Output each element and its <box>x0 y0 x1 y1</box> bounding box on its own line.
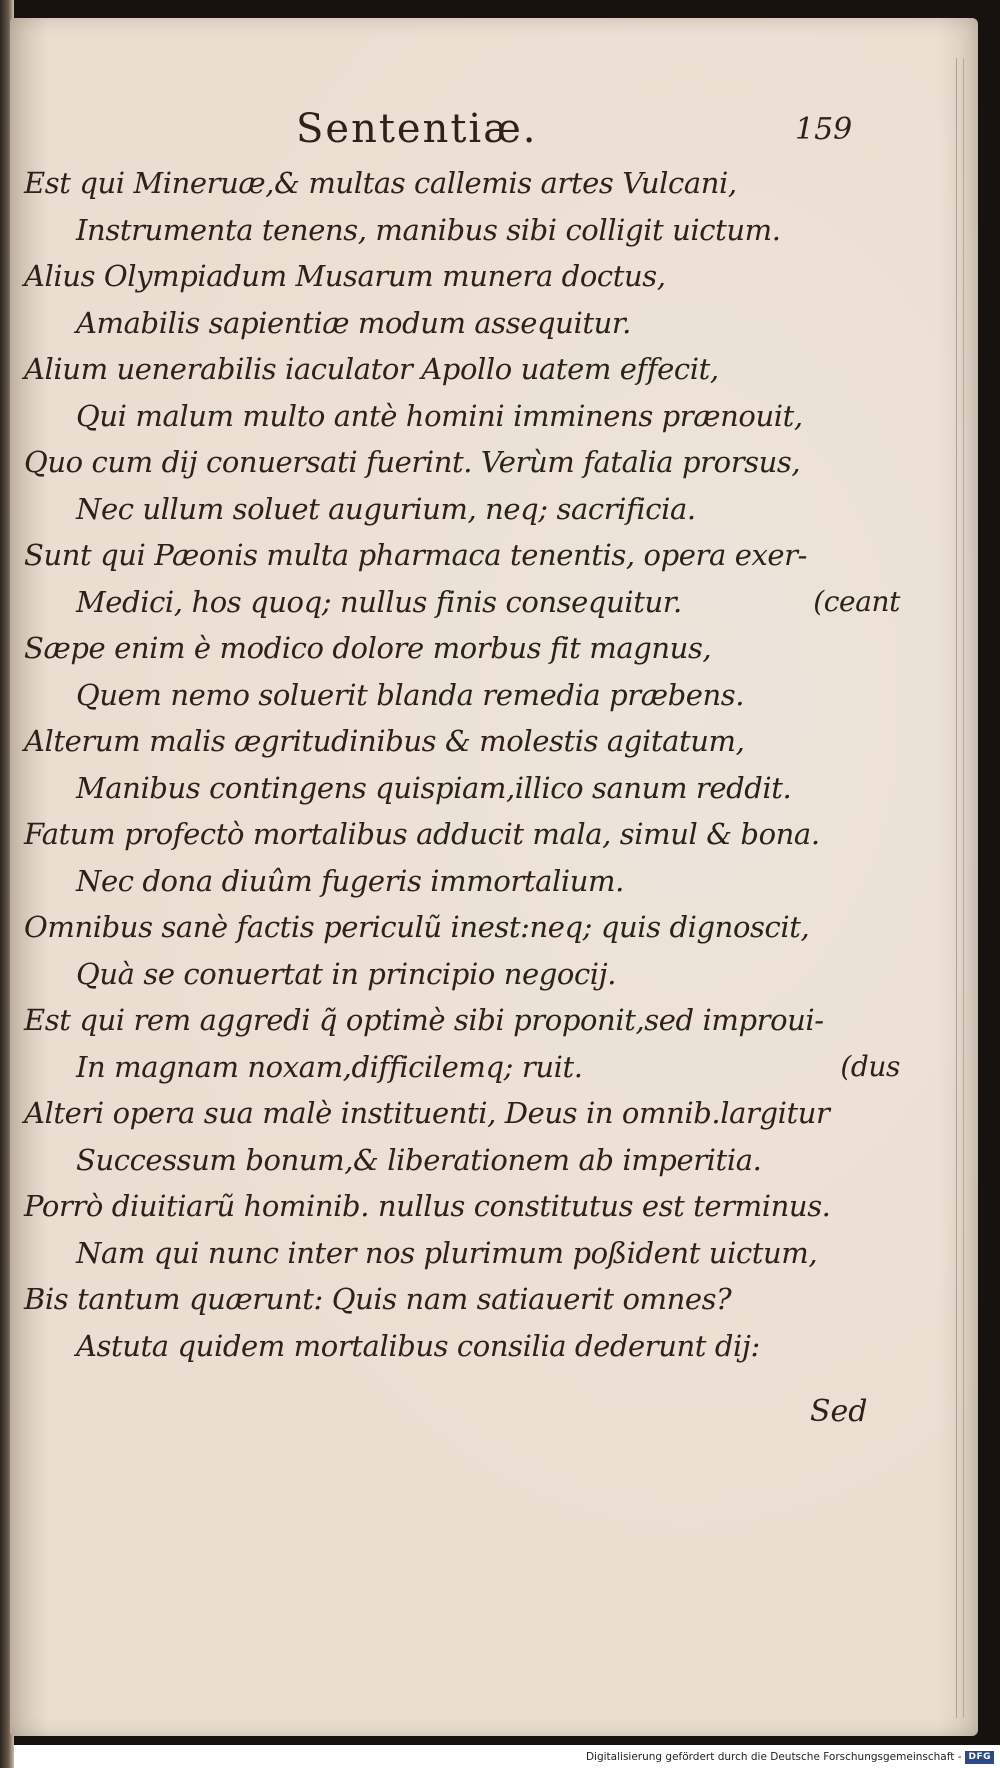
turnover-word: (dus <box>840 1049 900 1083</box>
turnover-word: (ceant <box>813 584 900 618</box>
book-page <box>10 18 978 1736</box>
page-number: 159 <box>795 112 853 147</box>
catchword: Sed <box>810 1394 868 1429</box>
page-title: Sententiæ. <box>296 106 538 152</box>
verse-line: Alterum malis ægritudinibus & molestis agitatum, <box>24 724 745 758</box>
page-edge <box>956 58 964 1718</box>
verse-line: Qui malum multo antè homini imminens prænouit, <box>76 398 803 433</box>
verse-line: Instrumenta tenens, manibus sibi colligit uictum. <box>76 212 781 247</box>
verse-line: Quem nemo soluerit blanda remedia præbens. <box>76 677 745 712</box>
dfg-logo: DFG <box>965 1751 994 1764</box>
verse-line: Amabilis sapientiæ modum assequitur. <box>76 305 631 340</box>
verse-line: Porrò diuitiarũ hominib. nullus constitutus est terminus. <box>24 1189 831 1223</box>
verse-line: Alteri opera sua malè instituenti, Deus in omnib.largitur <box>24 1096 830 1130</box>
verse-line: Alius Olympiadum Musarum munera doctus, <box>24 259 666 293</box>
credit-text: Digitalisierung gefördert durch die Deutsche Forschungsgemeinschaft - <box>585 1751 962 1763</box>
verse-block <box>24 160 944 1369</box>
running-head <box>10 106 978 160</box>
verse-line: Alium uenerabilis iaculator Apollo uatem effecit, <box>24 352 719 386</box>
verse-line: In magnam noxam,difficilemq; ruit. (dus <box>24 1044 944 1091</box>
digitization-credit <box>586 1749 994 1765</box>
verse-line: Omnibus sanè factis periculũ inest:neq; quis dignoscit, <box>24 910 810 944</box>
verse-line: Medici, hos quoq; nullus finis consequitur. (ceant <box>24 579 944 626</box>
verse-line: Manibus contingens quispiam,illico sanum reddit. <box>76 770 792 805</box>
verse-line: Sunt qui Pæonis multa pharmaca tenentis, opera exer- <box>24 538 808 572</box>
verse-line: Sæpe enim è modico dolore morbus fit magnus, <box>24 631 712 665</box>
verse-line: Est qui rem aggredi q̃ optimè sibi proponit,sed improui- <box>24 1003 824 1037</box>
verse-line: Nam qui nunc inter nos plurimum poßident uictum, <box>76 1235 818 1270</box>
verse-line: Nec dona diuûm fugeris immortalium. <box>76 863 624 898</box>
verse-line: Quà se conuertat in principio negocij. <box>76 956 617 991</box>
verse-line: Fatum profectò mortalibus adducit mala, simul & bona. <box>24 817 820 851</box>
verse-line: Quo cum dij conuersati fuerint. Verùm fatalia prorsus, <box>24 445 801 479</box>
verse-line: Successum bonum,& liberationem ab imperitia. <box>76 1142 762 1177</box>
verse-line: Astuta quidem mortalibus consilia dederunt dij: <box>76 1328 760 1363</box>
verse-line: Nec ullum soluet augurium, neq; sacrificia. <box>76 491 696 526</box>
verse-line: Est qui Mineruæ,& multas callemis artes Vulcani, <box>24 166 737 200</box>
verse-line: Bis tantum quærunt: Quis nam satiauerit omnes? <box>24 1282 732 1316</box>
